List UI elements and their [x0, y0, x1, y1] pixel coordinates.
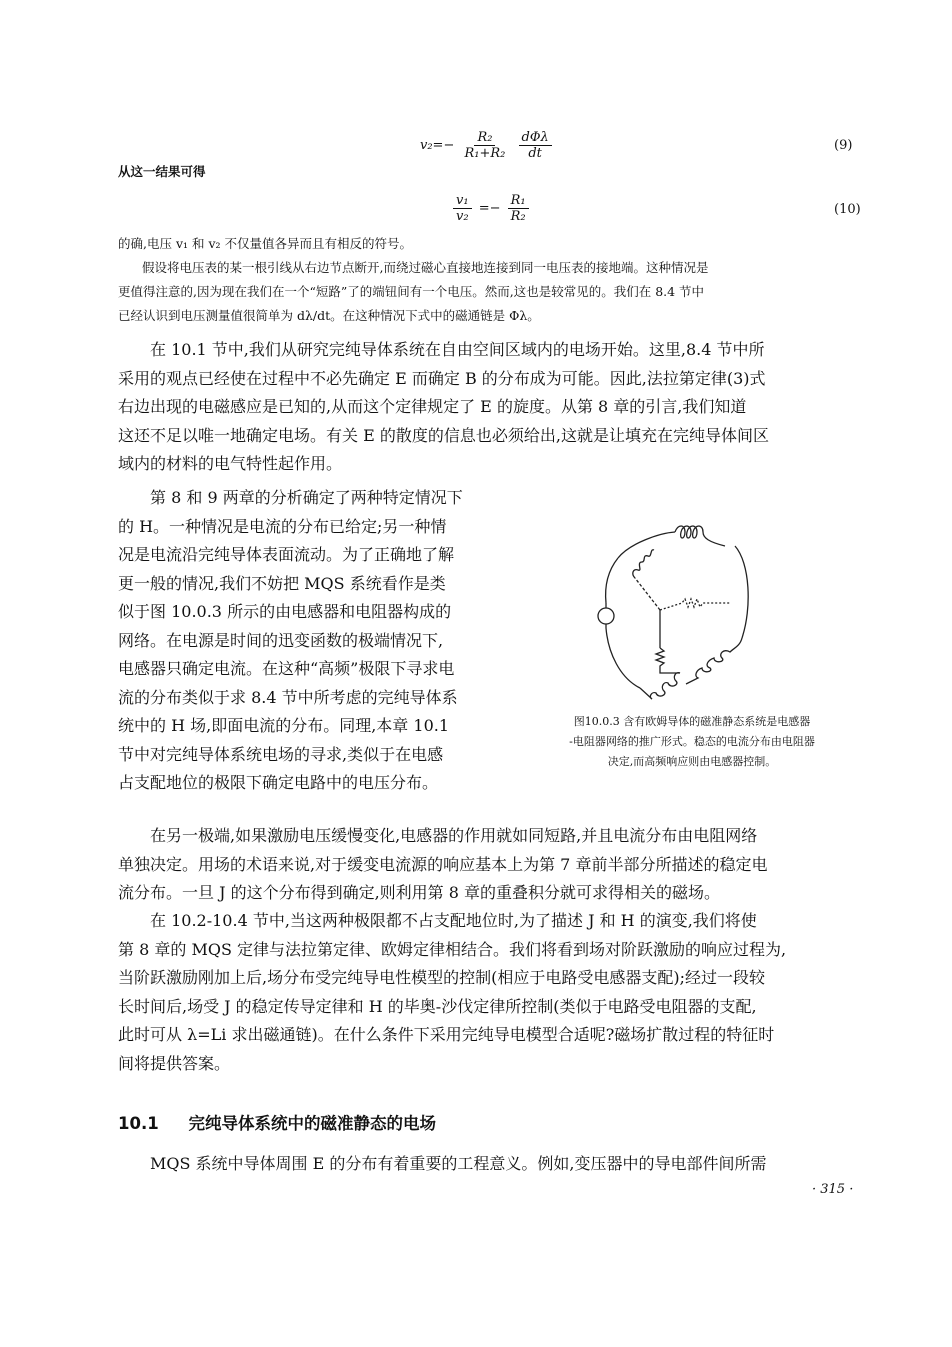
paragraph-line: 电感器只确定电流。在这种“高频”极限下寻求电 [118, 659, 455, 678]
paragraph-line: 此时可从 λ=Li 求出磁通链)。在什么条件下采用完纯导电模型合适呢?磁场扩散过程的特征时 [118, 1025, 775, 1044]
paragraph-line: 的 H。一种情况是电流的分布已给定;另一种情 [118, 516, 447, 536]
paragraph-line: 间将提供答案。 [118, 1053, 231, 1073]
paragraph-line: 流分布。一旦 J 的这个分布得到确定,则利用第 8 章的重叠积分就可求得相关的磁场。 [118, 883, 721, 902]
equation-9-number: (9) [834, 138, 853, 153]
equation-9 [420, 130, 555, 161]
paragraph-line: 当阶跃激励刚加上后,场分布受完纯导电性模型的控制(相应于电路受电感器支配);经过一段较 [118, 968, 765, 987]
paragraph-line: 况是电流沿完纯导体表面流动。为了正确地了解 [118, 545, 455, 564]
eq10-num2: R₁ [508, 193, 529, 209]
paragraph-mqs: MQS 系统中导体周围 E 的分布有着重要的工程意义。例如,变压器中的导电部件间所需 [150, 1154, 767, 1173]
eq10-den2: R₂ [510, 209, 526, 224]
eq9-den2: dt [528, 146, 542, 161]
paragraph-voltmeter [118, 256, 863, 328]
paragraph-other-extreme [118, 822, 863, 908]
paragraph-line: 似于图 10.0.3 所示的由电感器和电阻器构成的 [118, 602, 452, 621]
paragraph-line: 单独决定。用场的术语来说,对于缓变电流源的响应基本上为第 7 章前半部分所描述的稳定电 [118, 854, 768, 874]
paragraph-line: 在 10.1 节中,我们从研究完纯导体系统在自由空间区域内的电场开始。这里,8.4 节中所 [150, 340, 765, 359]
eq9-num2: dΦλ [519, 130, 552, 146]
source-icon [598, 608, 614, 624]
wire [635, 578, 660, 610]
eq9-den1: R₁+R₂ [464, 146, 506, 161]
paragraph-network [118, 484, 513, 798]
paragraph-sections [118, 907, 863, 1078]
caption-line: 图10.0.3 含有欧姆导体的磁准静态系统是电感器 [573, 715, 811, 728]
result-line: 从这一结果可得 [118, 164, 206, 179]
paragraph-line: 统中的 H 场,即面电流的分布。同理,本章 10.1 [118, 716, 450, 735]
caption-line: 决定,而高频响应则由电感器控制。 [607, 755, 777, 768]
wire [735, 546, 748, 638]
figure-caption [522, 712, 862, 772]
section-heading [118, 1110, 436, 1134]
eq10-num1: v₁ [453, 193, 472, 209]
paragraph-line: 在 10.2-10.4 节中,当这两种极限都不占支配地位时,为了描述 J 和 H 的演变,我们将使 [150, 911, 757, 930]
paragraph-line: 网络。在电源是时间的迅变函数的极端情况下, [118, 630, 444, 650]
paragraph-line: 节中对完纯导体系统电场的寻求,类似于在电感 [118, 744, 444, 764]
paragraph-line: 更一般的情况,我们不妨把 MQS 系统看作是类 [118, 573, 446, 593]
inductor-coil-right [686, 638, 742, 684]
inductor-coil-top [675, 526, 725, 546]
paragraph-line: 已经认识到电压测量值很简单为 dλ/dt。在这种情况下式中的磁通链是 Φλ。 [118, 308, 540, 323]
wire [606, 558, 618, 603]
paragraph-line: 第 8 和 9 两章的分析确定了两种特定情况下 [150, 488, 463, 507]
eq9-lhs: v₂=− [420, 138, 455, 153]
paragraph-line: 流的分布类似于求 8.4 节中所考虑的完纯导体系 [118, 687, 458, 707]
page-number: · 315 · [812, 1182, 854, 1197]
paragraph-intro [118, 336, 863, 479]
caption-line: -电阻器网络的推广形式。稳态的电流分布由电阻器 [569, 735, 815, 748]
eq9-num1: R₂ [474, 130, 495, 146]
paragraph-line: 更值得注意的,因为现在我们在一个“短路”了的端钮间有一个电压。然而,这也是较常见的。我们在 8.4 节中 [118, 284, 705, 299]
equation-10 [450, 193, 532, 224]
inductor-coil-left [640, 673, 680, 699]
circuit-diagram-figure [590, 518, 760, 703]
paragraph-line: 长时间后,场受 J 的稳定传导定律和 H 的毕奥-沙伐定律所控制(类似于电路受电阻器的支配, [118, 996, 757, 1016]
eq10-fraction-1 [453, 193, 472, 224]
resistor-vertical [656, 648, 680, 673]
eq10-mid: =− [478, 201, 501, 216]
section-number: 10.1 [118, 1114, 159, 1133]
paragraph-line: 域内的材料的电气特性起作用。 [118, 454, 343, 473]
paragraph-line: 在另一极端,如果激励电压缓慢变化,电感器的作用就如同短路,并且电流分布由电阻网络 [150, 826, 758, 845]
eq10-fraction-2 [508, 193, 529, 224]
resistor-horizontal [660, 599, 730, 610]
wire [606, 628, 640, 688]
eq9-fraction-1 [461, 130, 508, 161]
paragraph-line: 占支配地位的极限下确定电路中的电压分布。 [118, 773, 439, 792]
wire [618, 532, 675, 558]
eq9-fraction-2 [519, 130, 552, 161]
paragraph-line: 这还不足以唯一地确定电场。有关 E 的散度的信息也必须给出,这就是让填充在完纯导体间区 [118, 425, 769, 445]
paragraph-line: 采用的观点已经使在过程中不必先确定 E 而确定 B 的分布成为可能。因此,法拉第定律(3)式 [118, 368, 766, 388]
paragraph-line: 假设将电压表的某一根引线从右边节点断开,而绕过磁心直接地连接到同一电压表的接地端。这种情况是 [142, 260, 709, 275]
paragraph-line: 右边出现的电磁感应是已知的,从而这个定律规定了 E 的旋度。从第 8 章的引言,我们知道 [118, 397, 747, 416]
paragraph-line: 第 8 章的 MQS 定律与法拉第定律、欧姆定律相结合。我们将看到场对阶跃激励的响应过程为, [118, 939, 787, 959]
equation-10-number: (10) [834, 202, 861, 217]
eq10-den1: v₂ [456, 209, 469, 224]
inductor-coil-diagonal [633, 550, 654, 578]
indeed-line: 的确,电压 v₁ 和 v₂ 不仅量值各异而且有相反的符号。 [118, 236, 413, 251]
section-title: 完纯导体系统中的磁准静态的电场 [188, 1114, 436, 1133]
